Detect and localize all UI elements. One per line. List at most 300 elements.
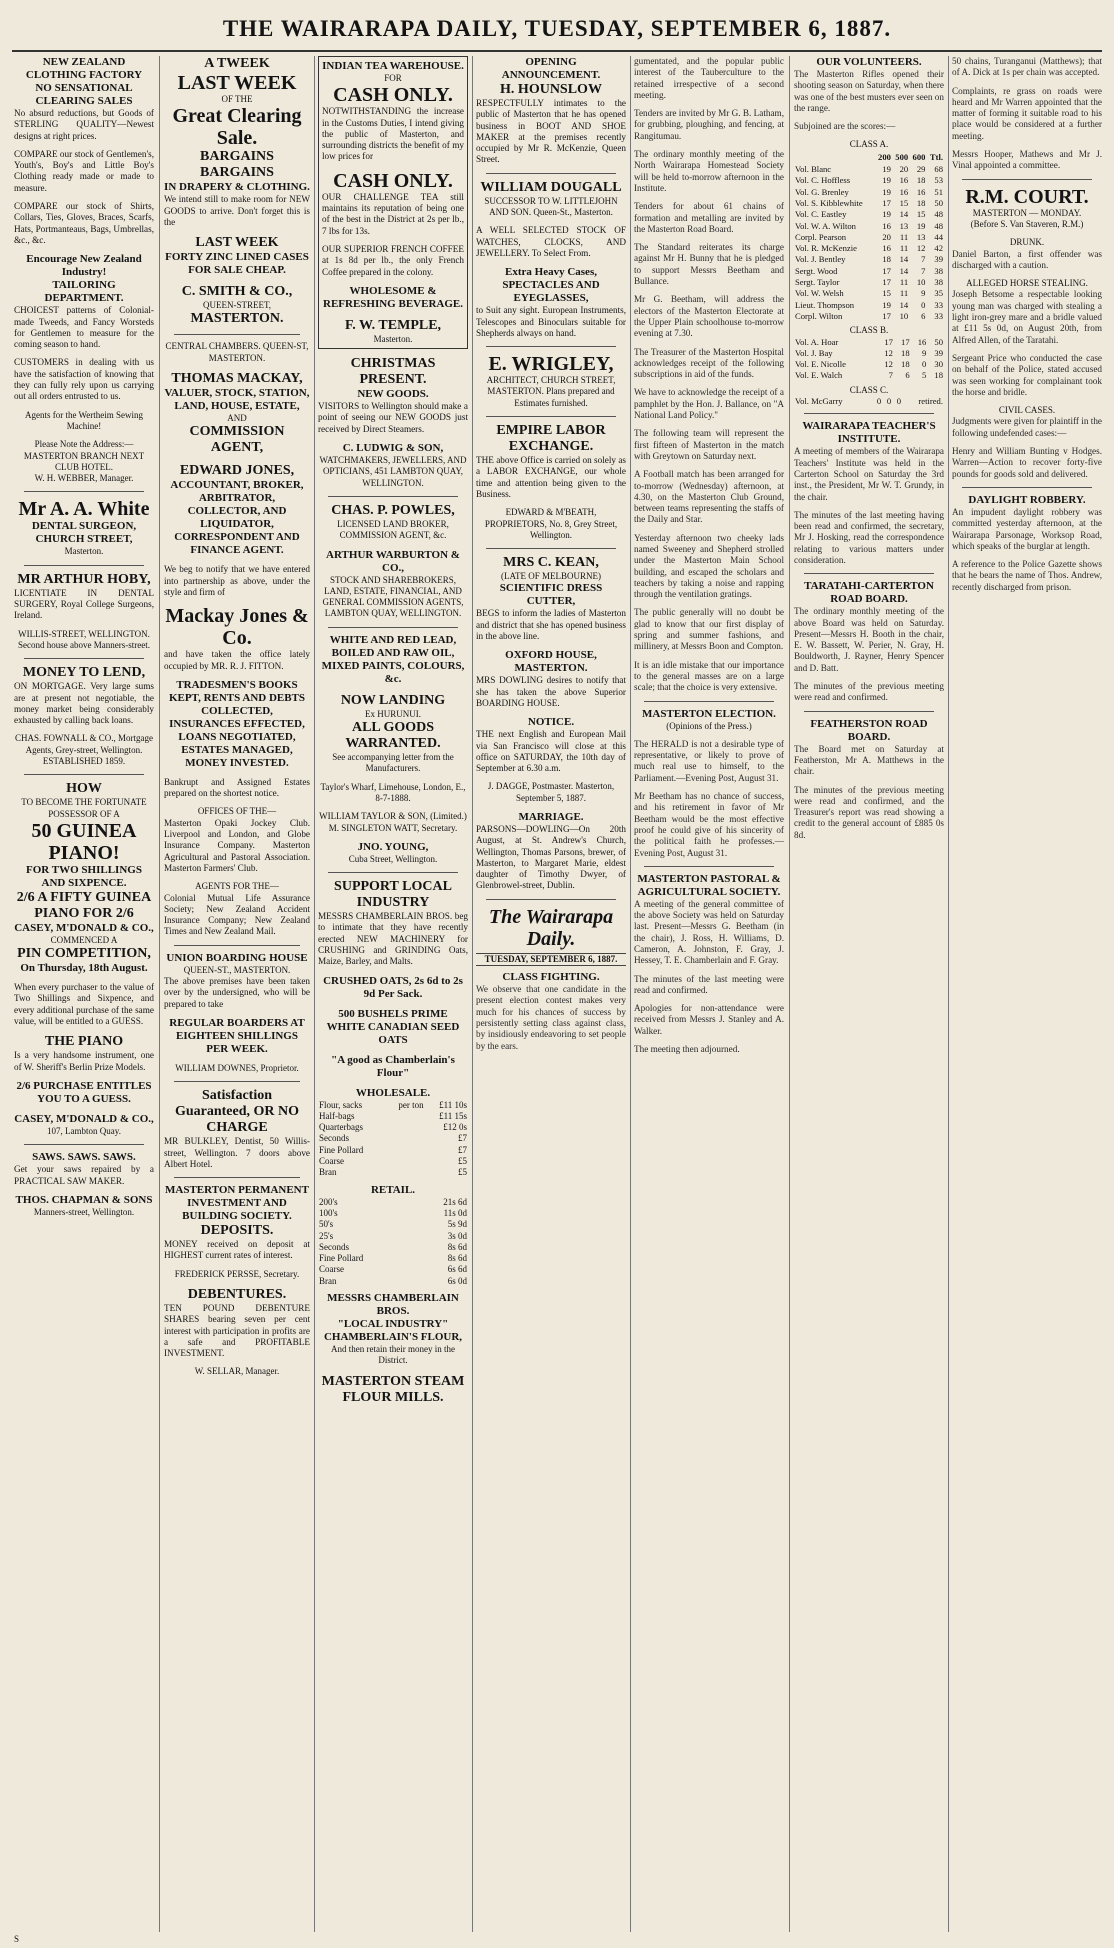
- ad-heading: 2/6 PURCHASE ENTITLES YOU TO A GUESS.: [16, 1079, 152, 1105]
- news-paragraph: The minutes of the last meeting were read and confirmed.: [634, 973, 784, 995]
- ad-text: and have taken the office lately occupied by MR. R. J. FITTON.: [164, 649, 310, 671]
- column-rule: [948, 56, 949, 1932]
- table-cell: 14: [899, 209, 909, 220]
- table-cell: £11 10s: [439, 1099, 467, 1110]
- ad-text: TEN POUND DEBENTURE SHARES bearing seven per cent interest with participation in profits are a safe and PROFITABLE INVESTMENT.: [164, 1302, 310, 1359]
- score-row: [794, 164, 944, 175]
- table-cell: 33: [934, 310, 943, 321]
- ad-text: 107, Lambton Quay.: [47, 1125, 121, 1136]
- table-cell: 38: [934, 277, 943, 288]
- table-cell: 17: [882, 265, 891, 276]
- table-cell: 0: [886, 396, 892, 407]
- news-paragraph: The Treasurer of the Masterton Hospital acknowledges receipt of the following subscriptions in aid of the funds.: [634, 346, 784, 380]
- article-heading: MASTERTON PASTORAL & AGRICULTURAL SOCIETY.: [637, 872, 781, 898]
- price-row: [318, 1264, 468, 1275]
- ad-title: SUPPORT LOCAL INDUSTRY: [334, 879, 452, 911]
- table-cell: [385, 1133, 425, 1144]
- ad-text: VISITORS to Wellington should make a point of seeing our NEW GOODS just received by Direct Steamers.: [318, 401, 468, 434]
- ad-heading: WHOLESOME & REFRESHING BEVERAGE.: [323, 284, 463, 310]
- table-cell: 16: [882, 220, 891, 231]
- table-cell: 0: [922, 359, 927, 370]
- table-cell: retired.: [918, 396, 943, 407]
- table-cell: 68: [934, 164, 943, 175]
- ad-heading: FORTY ZINC LINED CASES FOR SALE CHEAP.: [165, 251, 309, 277]
- table-cell: 12: [884, 359, 893, 370]
- table-cell: 14: [899, 254, 909, 265]
- ad-heading: NOTICE.: [527, 716, 575, 729]
- ad-title: MASTERTON.: [190, 311, 284, 327]
- ad-heading: On Thursday, 18th August.: [20, 962, 148, 975]
- news-paragraph: The minutes of the previous meeting were read and confirmed, and the Treasurer's report was read showing a credit to the general account of £885 0s 8d.: [794, 784, 944, 840]
- ad-text: We beg to notify that we have entered into partnership as above, under the style and firm of: [164, 564, 310, 597]
- table-cell: Vol. W. Welsh: [795, 288, 844, 299]
- article-subheading: MASTERTON — MONDAY.: [972, 207, 1082, 218]
- ad-title: THE PIANO: [44, 1034, 124, 1050]
- ad-text: (LATE OF MELBOURNE): [501, 571, 601, 582]
- table-cell: [385, 1156, 425, 1167]
- table-cell: 200's: [319, 1196, 338, 1207]
- score-row: [794, 198, 944, 209]
- divider: [804, 413, 934, 414]
- table-cell: Bran: [319, 1275, 337, 1286]
- table-header-row: [794, 151, 944, 164]
- table-cell: Vol. S. Kibblewhite: [795, 197, 863, 208]
- table-cell: 18: [916, 175, 926, 186]
- paper-nameplate: The Wairarapa Daily.: [488, 905, 614, 950]
- column-2: [164, 56, 310, 1932]
- table-cell: 13: [899, 220, 909, 231]
- ad-text: J. DAGGE, Postmaster. Masterton, September 5, 1887.: [487, 781, 615, 803]
- divider: [24, 658, 144, 659]
- ad-text: WATCHMAKERS, JEWELLERS, AND OPTICIANS, 451 LAMBTON QUAY, WELLINGTON.: [319, 455, 467, 488]
- score-row: [794, 187, 944, 198]
- ad-heading: "A good as Chamberlain's Flour": [331, 1053, 455, 1079]
- ad-heading: Encourage New Zealand Industry!: [26, 253, 142, 279]
- ad-text: OF THE: [221, 94, 253, 104]
- article-heading: FEATHERSTON ROAD BOARD.: [810, 717, 928, 743]
- ad-heading: MASTERTON PERMANENT INVESTMENT AND BUILDING SOCIETY.: [165, 1184, 309, 1223]
- ad-heading: WHITE AND RED LEAD,: [329, 633, 457, 646]
- ad-text: STOCK AND SHAREBROKERS, LAND, ESTATE, FINANCIAL, AND GENERAL COMMISSION AGENTS, LAMBTON QUAY, WELLINGTON.: [322, 574, 464, 619]
- ad-title: F. W. TEMPLE,: [344, 317, 442, 333]
- ad-heading: REGULAR BOARDERS AT EIGHTEEN SHILLINGS PER WEEK.: [169, 1016, 305, 1055]
- ad-text: LICENTIATE IN DENTAL SURGERY, Royal College Surgeons, Ireland.: [14, 587, 154, 621]
- divider: [174, 1177, 300, 1178]
- ad-text: COMPARE our stock of Shirts, Collars, Ties, Gloves, Braces, Scarfs, Hats, Portmanteaus, Bags, Umbrellas, &c., &c.: [14, 201, 154, 245]
- table-cell: Seconds: [319, 1241, 349, 1252]
- table-cell: £11 15s: [439, 1110, 467, 1121]
- ad-text: When every purchaser to the value of Two Shillings and Sixpence, and every additional purchase of the same value, will be entitled to a GUESS.: [14, 982, 154, 1027]
- table-cell: 17: [901, 336, 910, 347]
- score-row: [794, 266, 944, 277]
- news-paragraph: The ordinary monthly meeting of the above Board was held on Saturday. Present—Messrs H. Booth in the chair, E. W. Bassett, W. Perier, N. Gray, H. Bouldworth, J. Rayner, Henry Spencer and D. Batt.: [794, 606, 944, 673]
- price-row: [318, 1156, 468, 1167]
- table-cell: 12: [884, 347, 893, 358]
- ad-text: W. SELLAR, Manager.: [194, 1366, 280, 1377]
- table-cell: [385, 1122, 425, 1133]
- score-row: [794, 311, 944, 322]
- ad-text: The above premises have been taken over by the undersigned, who will be prepared to take: [164, 976, 310, 1009]
- divider: [962, 179, 1092, 180]
- ad-text: Masterton.: [64, 546, 104, 557]
- table-cell: 19: [882, 175, 891, 186]
- price-row: [318, 1111, 468, 1122]
- ad-text: COMPARE our stock of Gentlemen's, Youth's, Boy's and Little Boy's Clothing ready made or made to measure.: [14, 148, 154, 193]
- ad-text: Colonial Mutual Life Assurance Society; New Zealand Accident Insurance Company; New Zealand Times and New Zealand Mail.: [164, 892, 310, 937]
- article-subheading: (Before S. Van Staveren, R.M.): [970, 218, 1084, 229]
- ad-heading: CASEY, M'DONALD & CO.,: [14, 1112, 154, 1125]
- ad-heading: ACCOUNTANT, BROKER, ARBITRATOR, COLLECTOR, AND LIQUIDATOR, CORRESPONDENT AND FINANCE AGENT.: [170, 479, 304, 557]
- case-heading: CIVIL CASES.: [998, 405, 1056, 416]
- table-cell: 16: [916, 186, 926, 197]
- ad-text: THE above Office is carried on solely as a LABOR EXCHANGE, our whole time and attention being given to the Business.: [476, 455, 626, 499]
- table-cell: 3s 0d: [447, 1230, 467, 1241]
- score-row: [794, 221, 944, 232]
- ad-title: ALL GOODS WARRANTED.: [345, 720, 441, 752]
- ad-text: WILLIAM DOWNES, Proprietor.: [175, 1062, 299, 1073]
- table-cell: 18: [916, 197, 926, 208]
- score-class-heading: CLASS A.: [849, 139, 889, 150]
- ad-title: CASH ONLY.: [333, 169, 453, 192]
- ad-text: BEGS to inform the ladies of Masterton and district that she has opened business in the above line.: [476, 608, 626, 642]
- divider: [24, 565, 144, 566]
- score-row: [794, 337, 944, 348]
- column-7: [952, 56, 1102, 1932]
- divider: [174, 945, 300, 946]
- table-cell: 35: [934, 288, 943, 299]
- news-paragraph: Messrs Hooper, Mathews and Mr J. Vinal appointed a committee.: [952, 149, 1102, 171]
- news-paragraph: Sergeant Price who conducted the case on behalf of the Police, stated accused was seen working for complainant took the horse and bridle.: [952, 352, 1102, 397]
- score-row: [794, 288, 944, 299]
- divider: [328, 872, 458, 873]
- price-row: [318, 1133, 468, 1144]
- table-cell: 17: [884, 336, 893, 347]
- table-cell: 7: [888, 370, 893, 381]
- table-header-cell: [794, 151, 875, 164]
- ad-text: OUR SUPERIOR FRENCH COFFEE at 1s 8d per lb., the only French Coffee prepared in the colony.: [322, 243, 464, 277]
- ad-text: Get your saws repaired by a PRACTICAL SAW MAKER.: [14, 1164, 154, 1186]
- table-cell: 5s 9d: [447, 1219, 467, 1230]
- divider: [486, 548, 616, 549]
- news-paragraph: The Board met on Saturday at Featherston, Mr A. Matthews in the chair.: [794, 743, 944, 777]
- score-row: [794, 232, 944, 243]
- table-cell: 6: [905, 370, 910, 381]
- ad-text: SUCCESSOR TO W. LITTLEJOHN AND SON. Queen-St., Masterton.: [484, 195, 618, 218]
- ad-text: See accompanying letter from the Manufacturers.: [332, 752, 454, 774]
- news-paragraph: Daniel Barton, a first offender was discharged with a caution.: [952, 248, 1102, 270]
- ad-text: to Suit any sight. European Instruments, Telescopes and Binoculars suitable for Shepherds always on hand.: [476, 305, 626, 338]
- ad-heading: JNO. YOUNG,: [357, 840, 429, 853]
- table-cell: 19: [882, 164, 891, 175]
- table-cell: [385, 1111, 425, 1122]
- price-row: [318, 1219, 468, 1230]
- news-paragraph: It is an idle mistake that our importance to the general masses are on a large scale; that the choice is very extensive.: [634, 659, 784, 693]
- ad-heading: VALUER, STOCK, STATION, LAND, HOUSE, ESTATE,: [164, 387, 310, 413]
- price-row: [318, 1253, 468, 1264]
- ad-heading: OXFORD HOUSE, MASTERTON.: [505, 649, 597, 675]
- page-mark: S: [14, 1934, 20, 1944]
- table-cell: Coarse: [319, 1156, 344, 1167]
- table-cell: 6s 6d: [447, 1264, 467, 1275]
- ad-title: NOW LANDING: [340, 692, 446, 708]
- table-cell: 11s 0d: [443, 1207, 467, 1218]
- news-paragraph: The Masterton Rifles opened their shooting season on Saturday, when there was one of the best musters ever seen on the range.: [794, 69, 944, 113]
- ad-text: WILLIS-STREET, WELLINGTON. Second house above Manners-street.: [18, 628, 150, 650]
- news-paragraph: The Standard reiterates its charge against Mr H. Bunny that he is pledged to support Messrs Beetham and Bullance.: [634, 242, 784, 287]
- news-paragraph: The minutes of the last meeting having been read and confirmed, the secretary, Mr J. Hosking, read the correspondence relating to various matters under consideration.: [794, 509, 944, 565]
- score-table-class-a: [794, 151, 944, 322]
- ad-text: Manners-street, Wellington.: [33, 1206, 135, 1217]
- column-5: [634, 56, 784, 1932]
- ad-text: OFFICES OF THE—: [197, 806, 277, 817]
- column-rule: [789, 56, 790, 1932]
- divider: [24, 1144, 144, 1145]
- table-cell: 53: [934, 175, 943, 186]
- ad-text: Agents for the Wertheim Sewing Machine!: [24, 409, 144, 431]
- ad-title: Mr A. A. White: [18, 498, 150, 521]
- ad-title: EMPIRE LABOR EXCHANGE.: [496, 423, 606, 455]
- ad-text: CHOICEST patterns of Colonial-made Tweeds, and Fancy Worsteds for Gentlemen to measure for the coming season to hand.: [14, 305, 154, 350]
- table-cell: 11: [899, 288, 909, 299]
- price-row: [318, 1242, 468, 1253]
- table-cell: 18: [882, 254, 891, 265]
- table-cell: 16: [899, 175, 909, 186]
- table-cell: 12: [916, 243, 926, 254]
- ad-heading: CRUSHED OATS, 2s 6d to 2s 9d Per Sack.: [323, 974, 463, 1000]
- score-row: [794, 300, 944, 311]
- ad-text: TO BECOME THE FORTUNATE POSSESSOR OF A: [21, 797, 147, 819]
- ad-heading: INDIAN TEA WAREHOUSE.: [322, 60, 464, 72]
- ad-title: HOW: [66, 781, 102, 797]
- table-cell: 17: [882, 277, 891, 288]
- table-cell: Corpl. Pearson: [795, 231, 847, 242]
- table-cell: 16: [917, 336, 927, 347]
- price-row: [318, 1197, 468, 1208]
- ad-title: Satisfaction Guaranteed, OR NO CHARGE: [174, 1088, 300, 1136]
- news-paragraph: Apologies for non-attendance were received from Messrs J. Stanley and A. Walker.: [634, 1003, 784, 1036]
- ad-text: QUEEN-STREET,: [202, 300, 272, 311]
- table-cell: Vol. J. Bay: [795, 347, 833, 358]
- table-cell: 6: [921, 310, 926, 321]
- ad-text: And then retain their money in the District.: [331, 1344, 455, 1366]
- table-cell: 9: [922, 347, 927, 358]
- ad-heading: SCIENTIFIC DRESS CUTTER,: [499, 582, 603, 608]
- table-cell: Fine Pollard: [319, 1144, 364, 1155]
- ad-heading: UNION BOARDING HOUSE: [166, 951, 308, 964]
- ad-text: W. H. WEBBER, Manager.: [34, 473, 134, 484]
- table-cell: Vol. E. Nicolle: [795, 359, 846, 370]
- table-cell: 50: [934, 197, 943, 208]
- table-cell: Corpl. Wilton: [795, 310, 843, 321]
- ad-text: Masterton Opaki Jockey Club. Liverpool and London, and Globe Insurance Company. Masterton Agricultural and Pastoral Association. Masterton Farmers' Club.: [164, 817, 310, 873]
- price-row: [318, 1100, 468, 1111]
- column-rule: [630, 56, 631, 1932]
- table-cell: Sergt. Taylor: [795, 277, 840, 288]
- ad-heading: MESSRS CHAMBERLAIN BROS.: [327, 1292, 459, 1318]
- news-paragraph: Joseph Betsome a respectable looking young man was charged with stealing a light iron-grey mare and a bridle valued at £11 5s 0d, on August 20th, from Alfred Allen, of the Taratahi.: [952, 289, 1102, 345]
- ad-heading: TAILORING DEPARTMENT.: [44, 279, 124, 305]
- table-cell: 18: [901, 347, 910, 358]
- ad-title: CASH ONLY.: [333, 84, 453, 107]
- ad-title: Great Clearing Sale.: [172, 105, 302, 150]
- table-cell: Vol. A. Hoar: [795, 336, 839, 347]
- news-paragraph: The meeting then adjourned.: [634, 1044, 740, 1055]
- article-text: We observe that one candidate in the present election contest makes very much for his chances of success by persistently setting class against class, by insidiously endeavoring to set people by the ears.: [476, 984, 626, 1051]
- article-heading: R.M. COURT.: [965, 185, 1089, 208]
- table-cell: 15: [916, 209, 926, 220]
- ad-title: E. WRIGLEY,: [488, 353, 614, 376]
- ad-text: A WELL SELECTED STOCK OF WATCHES, CLOCKS, AND JEWELLERY. To Select From.: [476, 225, 626, 258]
- ad-title: A TWEEK: [204, 56, 270, 71]
- ad-text: QUEEN-ST., MASTERTON.: [183, 964, 291, 975]
- table-cell: 48: [934, 209, 943, 220]
- column-6: [794, 56, 944, 1932]
- table-cell: 16: [899, 186, 909, 197]
- ad-title: 50 GUINEA PIANO!: [31, 819, 137, 864]
- divider: [804, 711, 934, 712]
- news-paragraph: The HERALD is not a desirable type of representative, or likely to prove of much real use to himself, to the Parliament.—Evening Post, August 31.: [634, 738, 784, 783]
- ad-text: Ex HURUNUI.: [365, 708, 421, 719]
- news-paragraph: A meeting of the general committee of the above Society was held on Saturday last. Present—Messrs G. Beetham (in the chair), J. Ross, H. Williams, D. Cameron, A. Johnston, F. Gray, J. Hessey, T. E. Chamberlain and F. Gray.: [634, 898, 784, 966]
- table-cell: 39: [934, 347, 943, 358]
- ad-title: EDWARD JONES,: [179, 463, 295, 479]
- table-cell: 8s 6d: [447, 1253, 467, 1264]
- table-cell: 10: [899, 310, 909, 321]
- ad-heading: "LOCAL INDUSTRY": [337, 1318, 449, 1331]
- divider: [174, 334, 300, 335]
- ad-heading: BOILED AND RAW OIL, MIXED PAINTS, COLOURS, &c.: [321, 646, 465, 685]
- ad-title: MRS C. KEAN,: [503, 555, 599, 571]
- ad-text: MESSRS CHAMBERLAIN BROS. beg to intimate that they have recently erected NEW MACHINERY for CRUSHING and GRINDING Oats, Maize, Barley, and Malts.: [318, 911, 468, 967]
- news-paragraph: A meeting of members of the Wairarapa Teachers' Institute was held in the Carterton School on Saturday the 3rd inst., the President, Mr W. T. Grundy, in the chair.: [794, 446, 944, 502]
- price-row: [318, 1276, 468, 1287]
- table-cell: Seconds: [319, 1133, 349, 1144]
- score-row: [794, 348, 944, 359]
- table-cell: 50: [934, 336, 943, 347]
- news-paragraph: An impudent daylight robbery was committed yesterday afternoon, at the Wairarapa Parsonage, Worksop Road, which speaks of the burglar at length.: [952, 506, 1102, 551]
- ad-text: FOR: [384, 73, 402, 83]
- ad-title: LAST WEEK: [177, 72, 297, 94]
- table-cell: 100's: [319, 1207, 338, 1218]
- table-header-cell: 600: [912, 151, 926, 162]
- ad-text: CHAS. FOWNALL & CO., Mortgage Agents, Grey-street, Wellington. ESTABLISHED 1859.: [15, 733, 153, 766]
- divider: [486, 416, 616, 417]
- table-cell: Vol. C. Hoffless: [795, 175, 851, 186]
- ad-subheading: NO SENSATIONAL CLEARING SALES: [35, 82, 133, 107]
- table-cell: 19: [882, 186, 891, 197]
- table-cell: 5: [922, 370, 927, 381]
- table-cell: £5: [458, 1167, 467, 1178]
- table-cell: 17: [882, 197, 891, 208]
- score-row: [794, 396, 944, 407]
- table-cell: Coarse: [319, 1264, 344, 1275]
- ad-title: DEPOSITS.: [200, 1223, 274, 1239]
- news-paragraph: Subjoined are the scores:—: [794, 121, 896, 132]
- score-row: [794, 209, 944, 220]
- table-cell: 11: [899, 231, 909, 242]
- news-paragraph: Complaints, re grass on roads were heard and Mr Warren appointed that the matter of forming it suitable road to his place would be considered at a further meeting.: [952, 85, 1102, 141]
- ad-title: H. HOUNSLOW: [500, 82, 602, 97]
- table-cell: Vol. C. Eastley: [795, 209, 847, 220]
- ad-heading: MARRIAGE.: [518, 810, 584, 823]
- table-cell: 16: [882, 243, 891, 254]
- table-cell: Half-bags: [319, 1110, 355, 1121]
- ad-title: PIN COMPETITION,: [17, 946, 151, 962]
- ad-text: CENTRAL CHAMBERS. QUEEN-ST, MASTERTON.: [165, 341, 309, 363]
- ad-heading: IN DRAPERY & CLOTHING.: [164, 181, 310, 194]
- table-cell: 0: [921, 299, 926, 310]
- table-header-cell: 200: [878, 151, 891, 162]
- table-cell: per ton: [398, 1099, 424, 1110]
- divider: [486, 173, 616, 174]
- ad-title: MR ARTHUR HOBY,: [17, 571, 151, 587]
- ad-text: Bankrupt and Assigned Estates prepared on the shortest notice.: [164, 776, 310, 799]
- price-row: [318, 1122, 468, 1133]
- table-cell: 51: [934, 186, 943, 197]
- table-cell: 15: [882, 288, 891, 299]
- ad-text: RESPECTFULLY intimates to the public of Masterton that he has opened business in BOOT AND SHOE MAKER at the premises recently occupied by Mr R. McKenzie, Queen Street.: [476, 98, 626, 165]
- ad-heading: FOR TWO SHILLINGS AND SIXPENCE.: [26, 863, 142, 889]
- news-paragraph: Henry and William Bunting v Hodges. Warren—Action to recover forty-five pounds for goods sold and delivered.: [952, 446, 1102, 479]
- score-class-heading: CLASS B.: [849, 325, 889, 336]
- article-heading: TARATAHI-CARTERTON ROAD BOARD.: [804, 580, 934, 606]
- column-1: [14, 56, 154, 1932]
- ad-text: AND: [227, 413, 247, 424]
- ad-text: THE next English and European Mail via San Francisco will close at this office on SATURDAY, the 10th day of September at 6.30 a.m.: [476, 729, 626, 774]
- article-heading: CLASS FIGHTING.: [502, 971, 600, 984]
- news-paragraph: The minutes of the previous meeting were read and confirmed.: [794, 681, 944, 703]
- ad-heading: 500 BUSHELS PRIME WHITE CANADIAN SEED OATS: [326, 1007, 460, 1046]
- score-table-class-c: [794, 396, 944, 407]
- ad-text: MRS DOWLING desires to notify that she has taken the above Superior BOARDING HOUSE.: [476, 675, 626, 708]
- table-cell: Vol. W. A. Wilton: [795, 220, 856, 231]
- ad-title: DEBENTURES.: [187, 1286, 287, 1302]
- table-cell: Bran: [319, 1167, 337, 1178]
- news-paragraph: A reference to the Police Gazette shows that he bears the name of Thos. Andrew, recently discharged from prison.: [952, 559, 1102, 592]
- ad-heading: DENTAL SURGEON, CHURCH STREET,: [31, 520, 137, 546]
- table-cell: 19: [882, 299, 891, 310]
- ad-heading: CHAMBERLAIN'S FLOUR,: [323, 1331, 463, 1344]
- news-paragraph: Mr Beetham has no chance of success, and his retirement in favor of Mr Beetham would be the most effective proof he could give of his sincerity of the political faith he professes.—Evening Post, August 31.: [634, 791, 784, 858]
- ad-heading: OPENING ANNOUNCEMENT.: [501, 56, 601, 81]
- news-paragraph: The public generally will no doubt be glad to know that our first display of spring and summer fashions, and millinery, at Messrs Boon and Compton.: [634, 607, 784, 652]
- table-cell: 7: [921, 254, 926, 265]
- article-heading: MASTERTON ELECTION.: [642, 707, 776, 720]
- masthead: THE WAIRARAPA DAILY, TUESDAY, SEPTEMBER 6, 1887.: [222, 16, 892, 41]
- ad-title: MASTERTON STEAM FLOUR MILLS.: [321, 1373, 465, 1405]
- table-cell: 30: [934, 359, 943, 370]
- score-row: [794, 370, 944, 381]
- ad-heading: CASEY, M'DONALD & CO.,: [14, 921, 154, 934]
- ad-text: Cuba Street, Wellington.: [348, 853, 438, 864]
- table-cell: 25's: [319, 1230, 334, 1241]
- table-cell: 44: [934, 231, 943, 242]
- table-cell: 17: [882, 310, 891, 321]
- ad-text: PARSONS—DOWLING—On 20th August, at St. Andrew's Church, Wellington, Thomas Parsons, brewer, of Masterton, to Margaret Marie, eldest daughter of Timothy Dwyer, of Glenbrowel-street, Dublin.: [476, 823, 626, 891]
- column-rule: [159, 56, 160, 1932]
- table-cell: £5: [458, 1156, 467, 1167]
- dateline: TUESDAY, SEPTEMBER 6, 1887.: [476, 953, 626, 966]
- column-4: [476, 56, 626, 1932]
- ad-text: LICENSED LAND BROKER, COMMISSION AGENT, &c.: [337, 518, 449, 541]
- price-row: [318, 1145, 468, 1156]
- table-cell: 9: [921, 288, 926, 299]
- ad-text: EDWARD & M'BEATH, PROPRIETORS, No. 8, Grey Street, Wellington.: [484, 507, 618, 540]
- ad-text: MONEY received on deposit at HIGHEST current rates of interest.: [164, 1239, 310, 1261]
- score-table-class-b: [794, 337, 944, 382]
- table-cell: 48: [934, 220, 943, 231]
- ad-text: MR BULKLEY, Dentist, 50 Willis-street, Wellington. 7 doors above Albert Hotel.: [164, 1136, 310, 1169]
